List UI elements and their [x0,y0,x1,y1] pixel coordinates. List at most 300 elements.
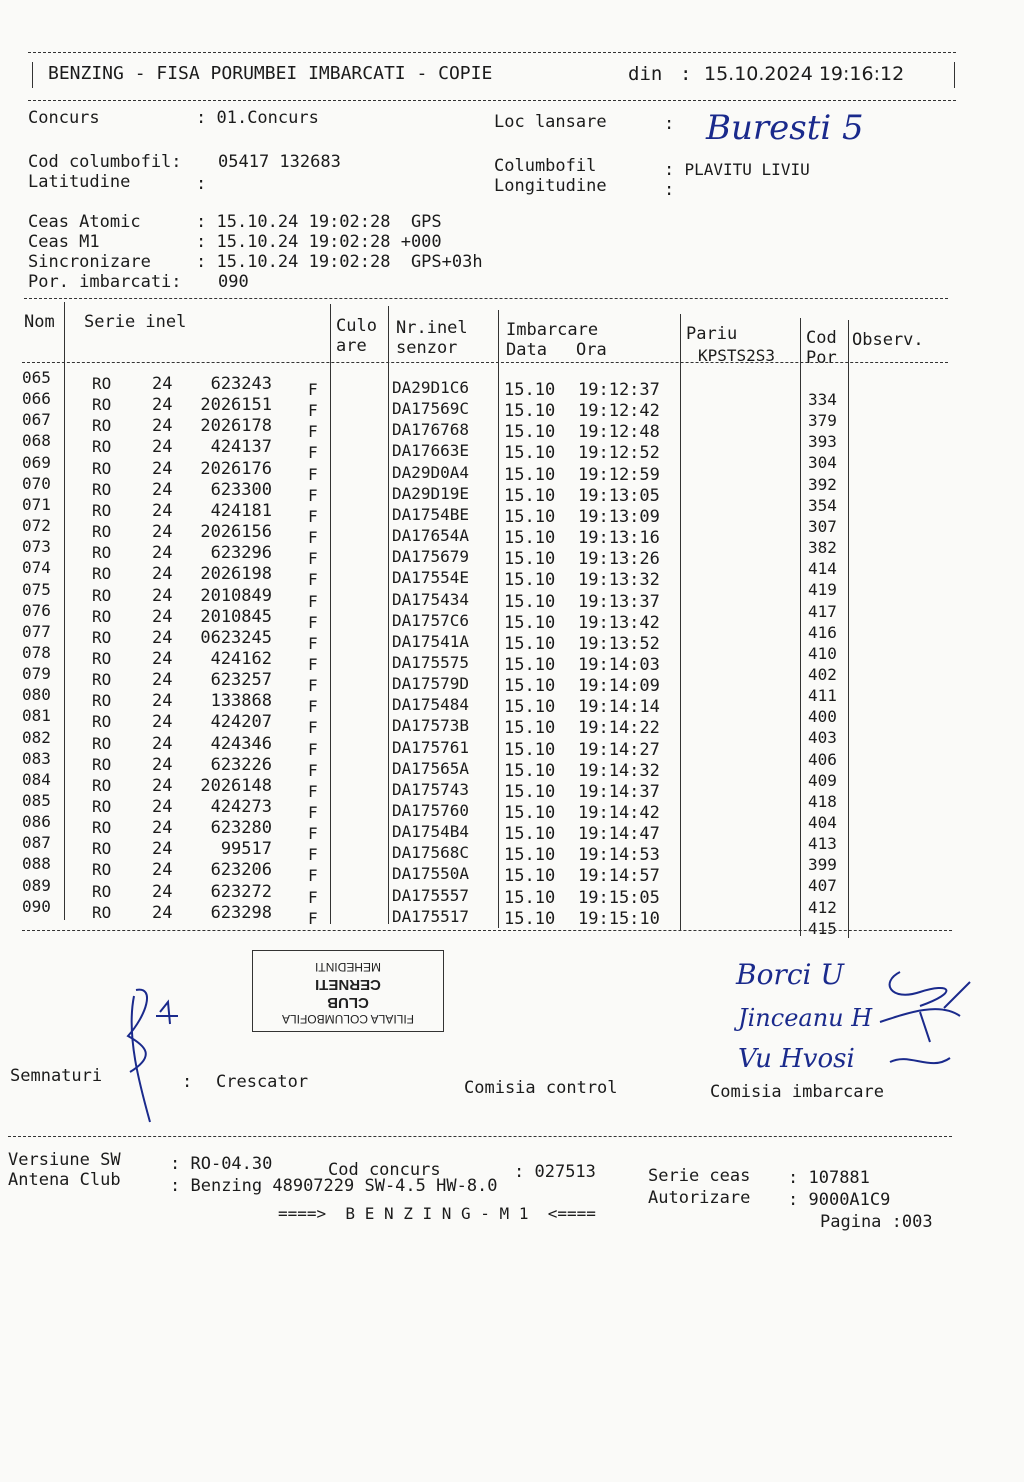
row-senzor: DA176768 [392,420,470,440]
row-inel: 2026151 [200,395,272,416]
row-nom: 090 [22,896,51,916]
row-an: 24 [152,500,173,521]
row-nom: 078 [22,642,51,662]
row-tara: RO [92,648,112,668]
antena-label: Antena Club [8,1170,121,1190]
crescator-signature [116,976,196,1126]
header-date-value: 15.10.2024 19:16:12 [704,63,905,85]
row-cod: 407 [808,876,837,896]
row-senzor: DA17541A [392,631,470,651]
comisia-control-label: Comisia control [464,1078,618,1098]
row-data: 15.10 [504,739,556,760]
row-cod: 419 [808,580,837,600]
row-inel: 99517 [220,839,272,860]
row-sex: F [308,485,318,505]
row-cod: 410 [808,643,837,663]
row-senzor: DA17569C [392,399,470,419]
serie-ceas-label: Serie ceas [648,1166,751,1186]
row-sex: F [308,612,318,632]
row-tara: RO [92,458,112,478]
row-ora: 19:12:48 [578,422,660,443]
row-data: 15.10 [504,422,556,443]
row-tara: RO [92,564,112,584]
signature-line-3: Vu Hvosi [738,1044,855,1074]
row-sex: F [308,866,318,886]
row-ora: 19:13:52 [578,633,660,654]
row-ora: 19:14:42 [578,803,660,823]
crescator-label: Crescator [216,1072,309,1092]
row-tara: RO [92,797,112,816]
row-an: 24 [152,585,173,606]
row-data: 15.10 [504,380,556,400]
row-data: 15.10 [504,781,556,802]
row-nom: 077 [22,621,51,641]
row-sex: F [308,528,318,548]
th-serie-inel: Serie inel [84,312,187,332]
row-cod: 304 [808,453,837,473]
row-data: 15.10 [504,570,556,591]
row-data: 15.10 [504,443,556,464]
row-an: 24 [152,627,173,648]
th-pariu-1: Pariu [686,324,738,344]
row-nom: 085 [22,791,51,810]
th-imbarcare: Imbarcare [506,320,599,340]
row-data: 15.10 [504,676,556,697]
row-cod: 415 [808,918,837,938]
row-nom: 083 [22,748,51,768]
th-observ: Observ. [852,330,924,350]
th-ora: Ora [576,340,607,360]
row-an: 24 [152,860,173,881]
row-ora: 19:14:37 [578,781,660,802]
row-an: 24 [152,416,173,437]
row-inel: 424346 [210,733,272,754]
row-data: 15.10 [504,633,556,654]
row-sex: F [308,401,318,421]
row-inel: 623226 [210,754,272,775]
row-senzor: DA175761 [392,737,470,757]
row-senzor: DA17654A [392,526,470,546]
row-cod: 403 [808,728,837,748]
row-cod: 417 [808,601,837,621]
row-data: 15.10 [504,718,556,739]
row-inel: 623257 [210,670,272,691]
row-sex: F [308,887,318,907]
serie-ceas-value-text: 107881 [808,1168,870,1188]
row-sex: F [308,464,318,484]
row-inel: 424162 [210,648,272,669]
ceas-atomic-value-text: 15.10.24 19:02:28 GPS [216,212,442,232]
row-senzor: DA29D0A4 [392,462,470,482]
row-cod: 400 [808,707,837,727]
row-inel: 133868 [210,691,272,712]
row-tara: RO [92,670,112,690]
th-culoare-2: are [336,336,367,356]
th-nr-inel-2: senzor [396,338,458,358]
row-an: 24 [152,797,173,817]
serie-ceas-value: : 107881 [788,1168,870,1188]
row-ora: 19:14:27 [578,739,660,760]
row-cod: 354 [808,495,837,515]
row-ora: 19:14:03 [578,654,660,675]
row-senzor: DA17565A [392,758,470,778]
row-sex: F [308,739,318,759]
row-data: 15.10 [504,591,556,612]
row-inel: 2010845 [200,606,272,627]
row-inel: 2026198 [200,564,272,585]
row-ora: 19:15:05 [578,887,660,908]
th-pariu-2: KPSTS2S3 [698,346,776,365]
row-an: 24 [152,733,173,754]
row-senzor: DA17663E [392,441,470,461]
row-inel: 623272 [210,881,272,902]
antena-value: : Benzing 48907229 SW-4.5 HW-8.0 [170,1176,498,1196]
row-nom: 087 [22,833,51,853]
row-ora: 19:12:37 [578,380,660,400]
footer-top-rule [8,1136,952,1137]
row-cod: 392 [808,474,837,494]
row-ora: 19:14:09 [578,676,660,697]
row-cod: 416 [808,622,837,642]
row-sex: F [308,803,318,822]
row-cod: 406 [808,749,837,769]
row-inel: 2010849 [200,585,272,606]
row-data: 15.10 [504,866,556,887]
autorizare-value: : 9000A1C9 [788,1190,891,1210]
row-senzor: DA17573B [392,716,470,736]
latitudine-label: Latitudine [28,172,131,192]
header-right-border [954,62,955,88]
row-tara: RO [92,374,112,393]
header-colon: : [680,63,692,85]
row-an: 24 [152,902,173,923]
row-inel: 424137 [210,437,272,458]
row-sex: F [308,676,318,696]
row-nom: 089 [22,875,51,895]
antena-value-text: Benzing 48907229 SW-4.5 HW-8.0 [190,1176,498,1196]
row-an: 24 [152,670,173,691]
row-an: 24 [152,775,173,796]
th-nom: Nom [24,312,55,332]
loc-lansare-label: Loc lansare [494,112,607,132]
row-sex: F [308,760,318,780]
row-data: 15.10 [504,824,556,845]
row-ora: 19:12:42 [578,401,660,422]
ceas-atomic-label: Ceas Atomic [28,212,141,232]
row-nom: 082 [22,727,51,747]
row-senzor: DA1757C6 [392,610,470,630]
th-data: Data [506,340,547,360]
row-an: 24 [152,648,173,669]
row-ora: 19:13:05 [578,485,660,506]
row-ora: 19:12:59 [578,464,660,485]
row-tara: RO [92,627,112,647]
versiune-label: Versiune SW [8,1150,121,1170]
row-cod: 411 [808,686,837,706]
sincronizare-value: : 15.10.24 19:02:28 GPS+03h [196,252,483,272]
row-tara: RO [92,775,112,795]
sincronizare-value-text: 15.10.24 19:02:28 GPS+03h [216,252,483,272]
row-an: 24 [152,543,173,564]
benzing-brand-line: ====> B E N Z I N G - M 1 <==== [278,1204,596,1223]
ceas-m1-value-text: 15.10.24 19:02:28 +000 [216,232,442,252]
columbofil-label: Columbofil [494,156,597,176]
row-ora: 19:12:52 [578,443,660,464]
concurs-value-text: 01.Concurs [216,108,319,128]
loc-lansare-colon: : [664,114,675,134]
signature-line-2: Jinceanu H [738,1004,873,1032]
row-data: 15.10 [504,760,556,781]
row-sex: F [308,824,318,844]
row-data: 15.10 [504,845,556,866]
por-imbarcati-label: Por. imbarcati: [28,272,182,292]
comisia-imbarcare-label: Comisia imbarcare [710,1082,884,1102]
row-an: 24 [152,458,173,479]
ceas-m1-value: : 15.10.24 19:02:28 +000 [196,232,442,252]
row-cod: 412 [808,897,837,917]
versiune-value-text: RO-04.30 [190,1154,273,1174]
row-senzor: DA17568C [392,843,470,863]
row-an: 24 [152,437,173,458]
row-data: 15.10 [504,654,556,675]
row-ora: 19:14:32 [578,760,660,781]
semnaturi-label: Semnaturi [10,1066,103,1086]
row-nom: 081 [22,706,51,726]
row-an: 24 [152,395,173,416]
row-nom: 069 [22,452,51,472]
row-an: 24 [152,522,173,543]
row-an: 24 [152,881,173,902]
row-sex: F [308,380,318,399]
row-senzor: DA175517 [392,906,470,926]
row-inel: 2026156 [200,522,272,543]
th-cod-1: Cod [806,328,837,348]
table-bottom-rule [22,930,952,931]
th-culoare-1: Culo [336,316,377,336]
row-inel: 2026176 [200,458,272,479]
row-senzor: DA175760 [392,801,470,820]
row-nom: 070 [22,473,51,493]
row-sex: F [308,570,318,590]
row-an: 24 [152,818,173,839]
autorizare-label: Autorizare [648,1188,751,1208]
table-top-rule [24,298,948,299]
concurs-value: : 01.Concurs [196,108,319,128]
row-cod: 382 [808,538,837,558]
loc-lansare-handwritten: Buresti 5 [706,108,864,148]
row-tara: RO [92,733,112,753]
cod-columbofil-value: 05417 132683 [218,152,341,172]
versiune-value: : RO-04.30 [170,1154,273,1174]
row-tara: RO [92,437,112,457]
header-bottom-rule [28,100,956,101]
row-inel: 2026148 [200,775,272,796]
row-ora: 19:13:32 [578,570,660,591]
row-ora: 19:14:57 [578,866,660,887]
row-nom: 080 [22,685,51,705]
th-nr-inel-1: Nr.inel [396,318,468,338]
row-nom: 072 [22,516,51,536]
row-tara: RO [92,606,112,626]
header-left-border [32,62,33,88]
row-tara: RO [92,479,112,499]
por-imbarcati-value: 090 [218,272,249,292]
row-ora: 19:13:16 [578,528,660,549]
row-nom: 088 [22,854,51,874]
row-inel: 623296 [210,543,272,564]
row-data: 15.10 [504,506,556,527]
row-ora: 19:15:10 [578,908,660,929]
row-ora: 19:13:42 [578,612,660,633]
row-senzor: DA17550A [392,864,470,884]
row-sex: F [308,718,318,738]
row-inel: 424207 [210,712,272,733]
signature-line-1: Borci U [736,958,844,991]
row-tara: RO [92,500,112,520]
stamp-line-1: FILIALA COLUMBOFILA [281,1012,415,1026]
row-tara: RO [92,754,112,774]
row-tara: RO [92,543,112,563]
row-cod: 393 [808,432,837,452]
row-inel: 623243 [210,374,272,394]
row-data: 15.10 [504,485,556,506]
cod-columbofil-label: Cod columbofil: [28,152,182,172]
row-inel: 623298 [210,902,272,923]
row-nom: 065 [22,368,51,387]
row-ora: 19:14:14 [578,697,660,718]
row-nom: 074 [22,558,51,578]
row-data: 15.10 [504,908,556,929]
row-inel: 424181 [210,500,272,521]
row-sex: F [308,443,318,463]
longitudine-colon: : [664,180,675,200]
row-tara: RO [92,712,112,732]
row-data: 15.10 [504,549,556,570]
row-sex: F [308,697,318,717]
row-an: 24 [152,606,173,627]
row-an: 24 [152,479,173,500]
row-sex: F [308,549,318,569]
row-tara: RO [92,860,112,880]
cod-concurs-value-text: 027513 [534,1162,596,1182]
row-nom: 067 [22,410,51,430]
row-tara: RO [92,691,112,711]
club-stamp [252,950,444,1032]
row-cod: 413 [808,834,837,854]
row-nom: 068 [22,431,51,451]
row-ora: 19:14:47 [578,824,660,845]
row-tara: RO [92,522,112,542]
row-nom: 066 [22,389,51,409]
row-nom: 076 [22,600,51,620]
row-an: 24 [152,374,173,394]
header-top-rule [28,52,956,53]
row-senzor: DA1754BE [392,504,470,524]
commission-signatures-scribble [860,962,980,1082]
ceas-m1-label: Ceas M1 [28,232,100,252]
row-nom: 079 [22,664,51,684]
row-sex: F [308,633,318,653]
row-inel: 2026178 [200,416,272,437]
row-data: 15.10 [504,803,556,823]
row-inel: 623300 [210,479,272,500]
header-date-label: din [628,63,663,85]
row-senzor: DA175743 [392,779,470,799]
row-an: 24 [152,712,173,733]
stamp-line-4: MEHEDINTI [315,960,381,974]
columbofil-value: : PLAVITU LIVIU [664,160,810,180]
row-senzor: DA17554E [392,568,470,588]
row-sex: F [308,506,318,526]
columbofil-value-text: PLAVITU LIVIU [684,160,810,179]
row-tara: RO [92,416,112,436]
autorizare-value-text: 9000A1C9 [808,1190,891,1210]
row-nom: 084 [22,769,51,789]
row-cod: 307 [808,516,837,536]
row-tara: RO [92,881,112,901]
row-data: 15.10 [504,464,556,485]
row-tara: RO [92,585,112,605]
row-sex: F [308,654,318,674]
row-tara: RO [92,818,112,838]
row-inel: 0623245 [200,627,272,648]
row-tara: RO [92,902,112,922]
row-inel: 424273 [210,797,272,817]
row-sex: F [308,422,318,442]
row-ora: 19:14:53 [578,845,660,866]
row-ora: 19:14:22 [578,718,660,739]
ceas-atomic-value: : 15.10.24 19:02:28 GPS [196,212,442,232]
row-cod: 404 [808,813,837,832]
row-cod: 379 [808,411,837,431]
th-cod-2: Por [806,348,837,368]
row-senzor: DA175575 [392,652,470,672]
row-senzor: DA175484 [392,695,470,715]
row-senzor: DA175434 [392,589,470,609]
row-cod: 402 [808,664,837,684]
sincronizare-label: Sincronizare [28,252,151,272]
row-sex: F [308,591,318,611]
row-cod: 409 [808,770,837,790]
row-nom: 071 [22,494,51,514]
row-data: 15.10 [504,528,556,549]
row-nom: 075 [22,579,51,599]
concurs-label: Concurs [28,108,100,128]
latitudine-colon: : [196,174,207,194]
row-senzor: DA1754B4 [392,822,470,842]
row-nom: 086 [22,812,51,832]
row-inel: 623280 [210,818,272,839]
row-ora: 19:13:09 [578,506,660,527]
row-ora: 19:13:37 [578,591,660,612]
row-an: 24 [152,839,173,860]
row-senzor: DA175557 [392,885,470,905]
row-data: 15.10 [504,401,556,422]
row-tara: RO [92,839,112,859]
cod-concurs-label: Cod concurs [328,1160,441,1180]
row-ora: 19:13:26 [578,549,660,570]
row-an: 24 [152,691,173,712]
row-nom: 073 [22,537,51,557]
stamp-line-2: CLUB [327,994,369,1011]
row-sex: F [308,908,318,928]
row-cod: 399 [808,855,837,875]
row-sex: F [308,781,318,801]
semnaturi-colon: : [182,1072,193,1092]
row-cod: 414 [808,559,837,579]
page-number: Pagina :003 [820,1212,933,1232]
row-data: 15.10 [504,887,556,908]
